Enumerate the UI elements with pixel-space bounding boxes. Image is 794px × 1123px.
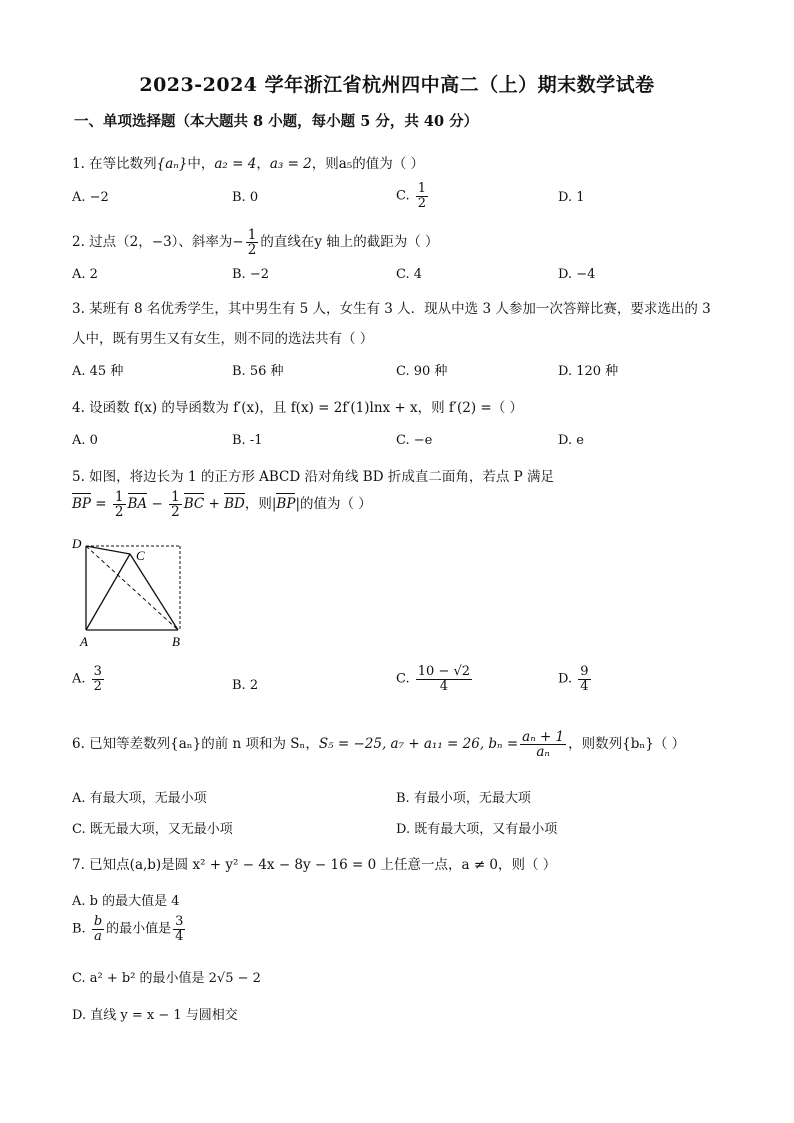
q2-option-c[interactable]: C. 4 (396, 267, 423, 282)
question-3-line-1: 3. 某班有 8 名优秀学生，其中男生有 5 人，女生有 3 人．现从中选 3 人参加一次答辩比赛，要求选出的 3 (72, 301, 711, 317)
q6-option-b[interactable]: B. 有最小项，无最大项 (396, 791, 531, 806)
vector-ba: BA (127, 496, 148, 513)
q5-option-b[interactable]: B. 2 (232, 678, 259, 693)
section-heading-single-choice: 一、单项选择题（本大题共 8 小题，每小题 5 分，共 40 分） (74, 113, 479, 130)
q4-option-c[interactable]: C. −e (396, 433, 433, 448)
q5-half-fraction: $\frac{1}{2}$ (114, 489, 124, 521)
q1-cond2: a₃ = 2 (269, 156, 312, 172)
question-4: 4. 设函数 f(x) 的导函数为 f′(x)，且 f(x) = 2f′(1)lnx + x，则 f′(2) =（ ） (72, 400, 524, 416)
question-7: 7. 已知点(a,b)是圆 x² + y² − 4x − 8y − 16 = 0 上任意一点，a ≠ 0，则（ ） (72, 857, 557, 873)
q2-tail: 的直线在y 轴上的截距为（ ） (260, 234, 439, 251)
label-d: D (72, 538, 82, 551)
q6-option-a[interactable]: A. 有最大项，无最小项 (72, 791, 207, 806)
q2-prefix: 2. 过点（2，−3）、斜率为 (72, 234, 233, 251)
q2-option-a[interactable]: A. 2 (72, 267, 98, 282)
q1-prefix: 1. 在等比数列 (72, 156, 157, 172)
q2-option-d[interactable]: D. −4 (558, 267, 596, 282)
q7-option-b[interactable]: B. $\frac{b}{a}$ 的最小值是 $\frac{3}{4}$ (72, 914, 184, 944)
question-6: 6. 已知等差数列{aₙ}的前 n 项和为 Sₙ，S₅ = −25, a₇ + a₁₁ = 26, bₙ = $\frac{\text{aₙ + 1}}{\text{aₙ}}$ ，则数列{bₙ}（ ） (72, 729, 686, 761)
q5-option-d[interactable]: D. $\frac{9}{4}$ (558, 664, 589, 694)
figure-svg (72, 538, 192, 650)
q5-option-d-fraction: $\frac{9}{4}$ (580, 664, 589, 694)
label-a: A (80, 634, 88, 649)
question-5-line-1: 5. 如图，将边长为 1 的正方形 ABCD 沿对角线 BD 折成直二面角，若点 P 满足 (72, 469, 554, 485)
q5-option-a[interactable]: A. $\frac{3}{2}$ (72, 664, 102, 694)
q2-option-b[interactable]: B. −2 (232, 267, 269, 282)
q5-option-a-fraction: $\frac{3}{2}$ (93, 664, 102, 694)
question-2 (72, 228, 439, 257)
vector-bd: BD (224, 496, 245, 513)
question-5-line-2: BP = $\frac{1}{2}$ BA − $\frac{1}{2}$ BC + BD，则|BP|的值为（ ） (72, 489, 372, 521)
q1-option-c-fraction: $\frac{1}{2}$ (417, 181, 427, 211)
q7-option-b-value: $\frac{3}{4}$ (175, 914, 184, 944)
q1-seq: {aₙ} (156, 156, 188, 172)
label-b: B (172, 634, 180, 649)
q6-option-d[interactable]: D. 既有最大项，又有最小项 (396, 822, 558, 837)
q2-slope-fraction: $\frac{1}{2}$ (247, 227, 257, 259)
edge-ac (86, 554, 130, 630)
q2-sign: − (232, 234, 244, 251)
vector-bp: BP (72, 496, 92, 513)
question-1 (72, 152, 424, 172)
q5-option-c-fraction: $\frac{10 - √2}{4}$ (417, 664, 471, 694)
q3-option-a[interactable]: A. 45 种 (72, 364, 124, 379)
q6-option-c[interactable]: C. 既无最大项，又无最小项 (72, 822, 233, 837)
q1-tail: ，则a₅的值为（ ） (311, 156, 425, 172)
q7-option-b-ratio: $\frac{b}{a}$ (93, 914, 103, 944)
label-c: C (136, 548, 145, 563)
vector-bp-abs: BP (276, 496, 296, 513)
q7-option-a[interactable]: A. b 的最大值是 4 (72, 894, 180, 909)
q3-option-c[interactable]: C. 90 种 (396, 364, 448, 379)
q3-option-b[interactable]: B. 56 种 (232, 364, 284, 379)
q5-option-c[interactable]: C. $\frac{10 - √2}{4}$ (396, 664, 471, 694)
exam-title: 2023-2024 学年浙江省杭州四中高二（上）期末数学试卷 (139, 74, 655, 96)
q1-option-b[interactable]: B. 0 (232, 190, 259, 205)
q4-option-d[interactable]: D. e (558, 433, 584, 448)
q1-sep: ， (256, 156, 270, 172)
q3-option-d[interactable]: D. 120 种 (558, 364, 619, 379)
folded-square-figure (72, 538, 192, 654)
q7-option-c[interactable]: C. a² + b² 的最小值是 2√5 − 2 (72, 971, 261, 986)
q7-option-d[interactable]: D. 直线 y = x − 1 与圆相交 (72, 1008, 238, 1023)
q1-option-a[interactable]: A. −2 (72, 190, 109, 205)
edge-cb (130, 554, 178, 630)
q4-option-a[interactable]: A. 0 (72, 433, 98, 448)
dashed-diagonal-bd (86, 546, 178, 630)
vector-bc: BC (183, 496, 205, 513)
q5-half-fraction-2: $\frac{1}{2}$ (171, 489, 180, 521)
q1-option-d[interactable]: D. 1 (558, 190, 585, 205)
q4-option-b[interactable]: B. -1 (232, 433, 263, 448)
q6-bn-fraction: $\frac{\text{aₙ + 1}}{\text{aₙ}}$ (522, 729, 565, 761)
q1-mid: 中， (187, 156, 215, 172)
q1-cond1: a₂ = 4 (214, 156, 257, 172)
edge-dc (86, 546, 130, 554)
q1-option-c-label: C. (396, 188, 410, 204)
question-3-line-2: 人中，既有男生又有女生，则不同的选法共有（ ） (72, 331, 374, 347)
q1-option-c[interactable] (396, 182, 430, 210)
